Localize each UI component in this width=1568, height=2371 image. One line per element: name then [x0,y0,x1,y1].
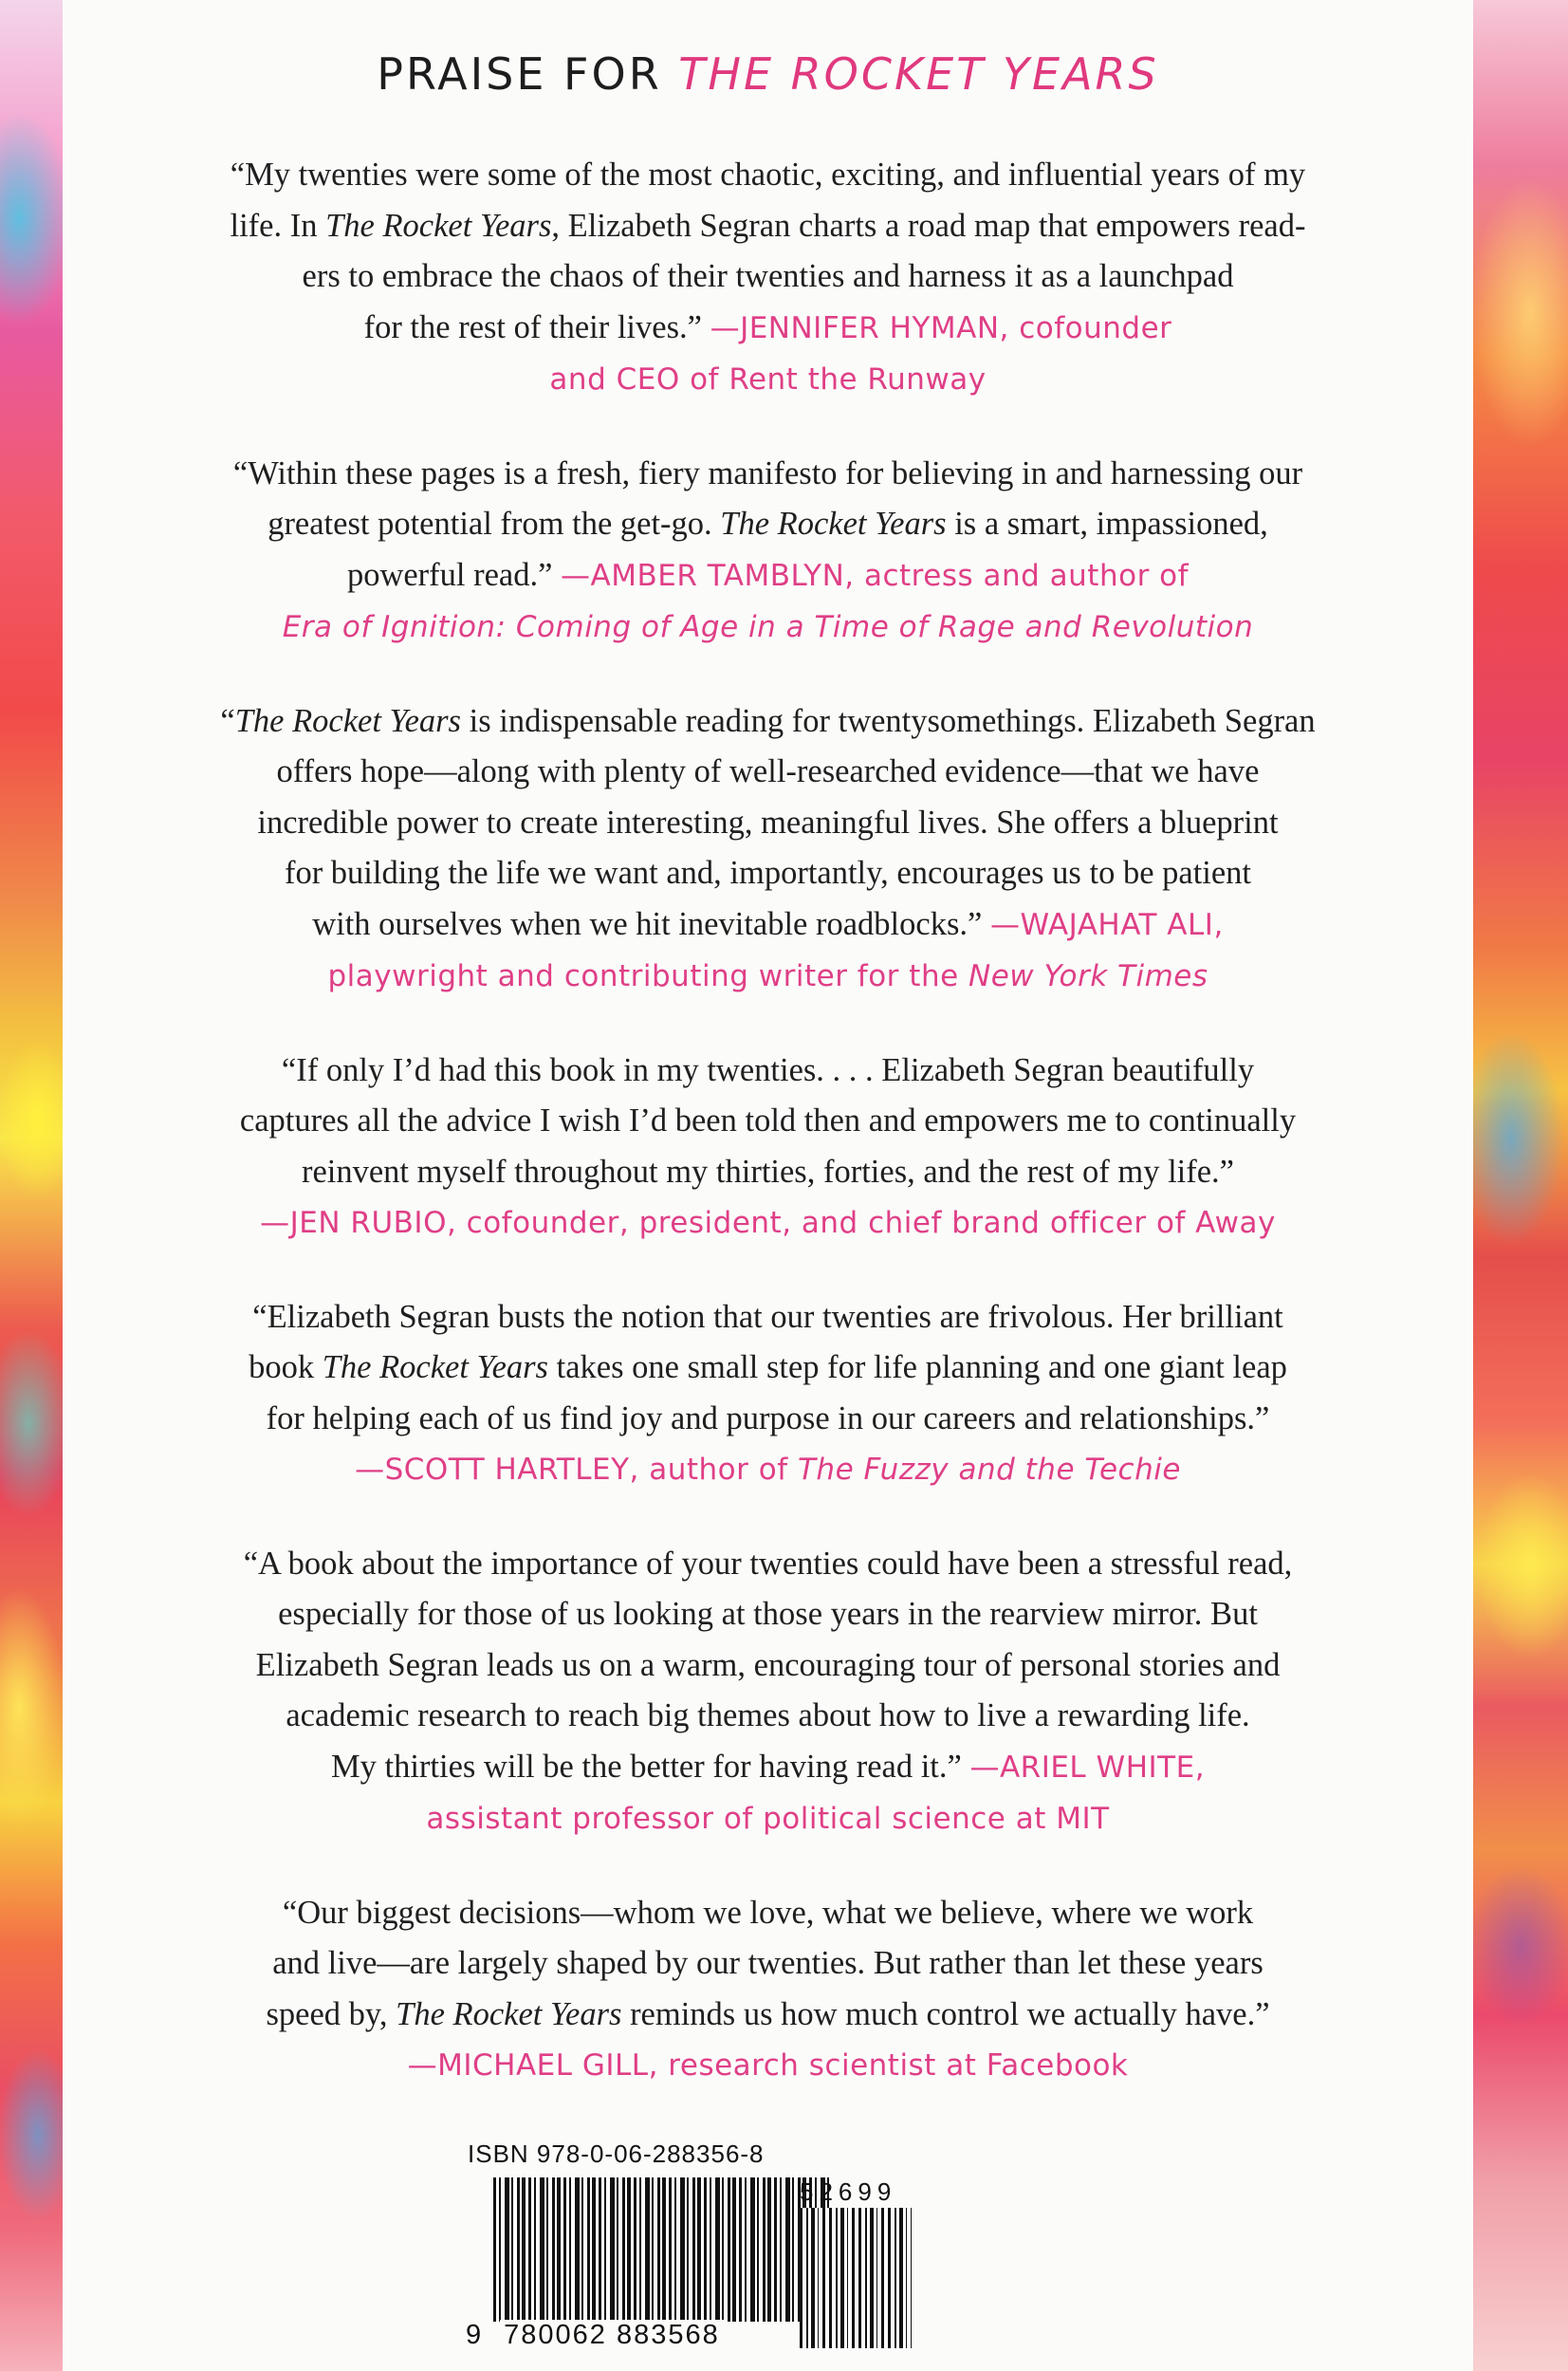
book-title: The Rocket Years [720,506,947,542]
attribution-name: WAJAHAT ALI [1020,907,1214,942]
attribution: and CEO of Rent the Runway [549,362,987,397]
blurb-line [63,354,1473,406]
quote-text: captures all the advice I wish I’d been told then and empowers me to continually [239,1102,1297,1139]
blurb [63,1292,1473,1496]
barcode-bars [493,2177,830,2322]
blurb-line [63,747,1473,798]
blurb-line [63,2040,1473,2092]
book-title: The Rocket Years [322,1349,548,1385]
blurb-line [63,696,1473,748]
blurb-line [63,449,1473,500]
blurb-line [63,1147,1473,1198]
quote-text: “If only I’d had this book in my twenties. . . . Elizabeth Segran beautifully [281,1051,1255,1088]
blurb-line [63,1793,1473,1845]
quote-text: “My twenties were some of the most chaotic, exciting, and influential years of my [230,157,1306,193]
cover-content [63,0,1473,2135]
quote-text: for building the life we want and, importantly, encourages us to be patient [284,855,1252,891]
quote-text: especially for those of us looking at those years in the rearview mirror. But [278,1596,1258,1632]
attribution: — [561,558,591,593]
blurb-line [63,1938,1473,1990]
attribution-name: MICHAEL GILL [437,2048,649,2083]
blurb-line [63,1197,1473,1250]
quote-text: “Our biggest decisions—whom we love, what we believe, where we work [282,1894,1254,1931]
blurb-line [63,150,1473,201]
barcode-addon-digits: 52699 [800,2177,897,2206]
quote-text: “Elizabeth Segran busts the notion that our twenties are frivolous. Her brilliant [252,1298,1283,1335]
blurb-line [63,1640,1473,1692]
blurb-line [63,1589,1473,1640]
blurb-line [63,951,1473,1003]
quote-text: greatest potential from the get-go. [267,506,721,542]
barcode-addon-bars [800,2208,912,2348]
attribution-title: Era of Ignition: Coming of Age in a Time of Rage and Revolution [282,610,1254,644]
attribution: — [969,1750,1000,1785]
blurb-line [63,1444,1473,1496]
attribution-title: New York Times [968,959,1208,993]
quote-text: Elizabeth Segran leads us on a warm, encouraging tour of personal stories and [255,1646,1281,1683]
blurb-line [63,1691,1473,1742]
blurb-line [63,1539,1473,1590]
attribution: , actress and author of [844,558,1190,593]
attribution: , cofounder [999,310,1172,345]
attribution: , [1213,907,1224,942]
attribution-name: JENNIFER HYMAN [740,310,1000,345]
blurb-line [63,499,1473,550]
blurb [63,1888,1473,2092]
barcode-lead-digit: 9 [466,2320,484,2350]
quote-text: reinvent myself throughout my thirties, forties, and the rest of my life.” [301,1153,1234,1190]
quote-text: life. In [230,207,326,244]
title-book: THE ROCKET YEARS [678,48,1159,100]
barcode-digits [466,2320,724,2351]
attribution-name: SCOTT HARTLEY [384,1453,630,1487]
quote-text: for the rest of their lives.” [363,308,710,345]
attribution: — [260,1206,290,1240]
attribution-name: JEN RUBIO [289,1206,447,1240]
attribution: assistant professor of political science at MIT [426,1802,1110,1836]
blurb-list [63,150,1473,2092]
blurb-line [63,798,1473,849]
blurb-line [63,550,1473,602]
quote-text: “A book about the importance of your twenties could have been a stressful read, [243,1545,1293,1582]
blurb-line [63,1343,1473,1394]
blurb [63,150,1473,406]
blurb [63,696,1473,1003]
blurb [63,1046,1473,1250]
blurb-line [63,201,1473,252]
attribution: — [407,2048,438,2083]
book-title: The Rocket Years [234,702,461,739]
quote-text: academic research to reach big themes about how to live a rewarding life. [286,1697,1250,1733]
attribution: — [355,1453,385,1487]
quote-text: incredible power to create interesting, meaningful lives. She offers a blueprint [257,804,1279,841]
quote-text: book [249,1349,323,1385]
quote-text: powerful read.” [346,556,562,593]
quote-text: and live—are largely shaped by our twenties. But rather than let these years [272,1945,1264,1981]
title-prefix: PRAISE FOR [377,48,679,100]
blurb-line [63,1742,1473,1794]
attribution: playwright and contributing writer for the [327,959,969,993]
quote-text: is a smart, impassioned, [946,506,1268,542]
attribution: , author of [629,1453,798,1487]
quote-text: reminds us how much control we actually have.” [621,1995,1270,2032]
attribution-title: The Fuzzy and the Techie [797,1453,1181,1487]
quote-text: ers to embrace the chaos of their twenties and harness it as a launchpad [302,258,1234,294]
blurb-line [63,1990,1473,2041]
quote-text: “ [220,702,235,739]
quote-text: speed by, [266,1995,397,2032]
attribution: , [1194,1750,1206,1785]
quote-text: offers hope—along with plenty of well-researched evidence—that we have [276,753,1260,789]
attribution-name: AMBER TAMBLYN [590,558,845,593]
quote-text: is indispensable reading for twentysomethings. Elizabeth Segran [461,702,1316,739]
quote-text: for helping each of us find joy and purpose in our careers and relationships.” [266,1399,1270,1436]
blurb [63,1539,1473,1845]
blurb-line [63,1292,1473,1343]
blurb-line [63,1046,1473,1097]
attribution: , cofounder, president, and chief brand officer of Away [446,1206,1276,1240]
attribution: — [989,907,1021,942]
left-paint-border [0,0,63,2371]
attribution: — [710,310,741,345]
blurb-line [63,1888,1473,1939]
quote-text: with ourselves when we hit inevitable roadblocks.” [312,905,990,942]
book-title: The Rocket Years [325,207,552,244]
attribution-name: ARIEL WHITE [999,1750,1195,1785]
blurb-line [63,1096,1473,1147]
barcode-number: 780062 883568 [500,2320,724,2350]
quote-text: takes one small step for life planning and one giant leap [548,1349,1287,1385]
blurb-line [63,303,1473,355]
page-title [63,47,1473,101]
quote-text: My thirties will be the better for having read it.” [330,1748,970,1785]
blurb-line [63,1394,1473,1445]
blurb-line [63,602,1473,654]
blurb [63,449,1473,654]
isbn-label: ISBN 978-0-06-288356-8 [468,2139,765,2168]
right-paint-border [1473,0,1568,2371]
attribution: , research scientist at Facebook [648,2048,1129,2083]
blurb-line [63,899,1473,952]
quote-text: , Elizabeth Segran charts a road map that empowers read- [551,207,1306,244]
blurb-line [63,251,1473,303]
book-title: The Rocket Years [396,1995,622,2032]
quote-text: “Within these pages is a fresh, fiery manifesto for believing in and harnessing our [232,454,1303,491]
blurb-line [63,848,1473,899]
